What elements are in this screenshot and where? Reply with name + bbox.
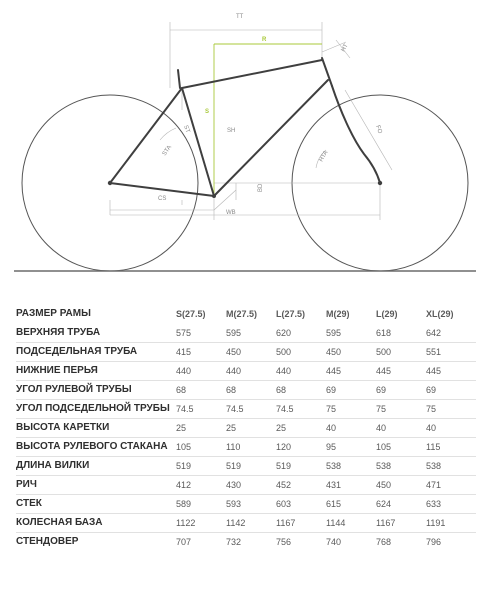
row-value: 500 (276, 347, 292, 357)
row-label: КОЛЕСНАЯ БАЗА (16, 517, 103, 528)
row-value: 68 (176, 385, 187, 395)
row-value: 69 (326, 385, 337, 395)
row-label: ВЕРХНЯЯ ТРУБА (16, 327, 101, 338)
row-value: 69 (426, 385, 437, 395)
row-value: 110 (226, 442, 241, 452)
row-value: 538 (426, 461, 442, 471)
table-row (16, 495, 476, 514)
row-value: 40 (326, 423, 337, 433)
row-value: 412 (176, 480, 192, 490)
table-row (16, 533, 476, 552)
row-label: СТЕК (16, 498, 42, 509)
row-value: 500 (376, 347, 392, 357)
label-hta: HTA (318, 149, 330, 163)
row-value: 68 (276, 385, 287, 395)
row-value: 40 (426, 423, 437, 433)
header-size: L(29) (376, 309, 398, 319)
header-label: РАЗМЕР РАМЫ (16, 308, 91, 319)
row-value: 430 (226, 480, 242, 490)
row-value: 105 (176, 442, 192, 452)
row-value: 1122 (176, 518, 196, 528)
row-value: 431 (326, 480, 342, 490)
label-s: S (205, 109, 210, 115)
row-value: 593 (226, 499, 242, 509)
row-value: 551 (426, 347, 442, 357)
table-row (16, 362, 476, 381)
row-value: 633 (426, 499, 442, 509)
label-sta: STA (161, 144, 174, 158)
row-value: 595 (326, 328, 342, 338)
row-value: 415 (176, 347, 192, 357)
row-value: 1167 (276, 518, 296, 528)
table-row (16, 400, 476, 419)
row-value: 642 (426, 328, 442, 338)
row-value: 450 (376, 480, 392, 490)
row-value: 603 (276, 499, 292, 509)
header-size: M(29) (326, 309, 350, 319)
table-row (16, 324, 476, 343)
row-value: 74.5 (226, 404, 244, 414)
bottom-bracket (212, 194, 216, 198)
row-value: 440 (226, 366, 242, 376)
table-row (16, 438, 476, 457)
row-value: 756 (276, 537, 292, 547)
row-value: 40 (376, 423, 387, 433)
row-value: 707 (176, 537, 192, 547)
row-value: 538 (376, 461, 392, 471)
row-label: СТЕНДОВЕР (16, 536, 79, 547)
table-row (16, 419, 476, 438)
row-value: 620 (276, 328, 292, 338)
table-header-row (16, 302, 476, 324)
row-value: 445 (326, 366, 342, 376)
row-value: 796 (426, 537, 442, 547)
bike-frame (110, 58, 380, 196)
row-value: 732 (226, 537, 242, 547)
row-value: 471 (426, 480, 442, 490)
row-label: ПОДСЕДЕЛЬНАЯ ТРУБА (16, 346, 138, 357)
geometry-table (16, 302, 476, 551)
row-value: 74.5 (276, 404, 294, 414)
row-value: 105 (376, 442, 392, 452)
front-axle (378, 181, 382, 185)
row-label: НИЖНИЕ ПЕРЬЯ (16, 365, 98, 376)
row-value: 1191 (426, 518, 446, 528)
row-label: РИЧ (16, 479, 37, 490)
table-row (16, 381, 476, 400)
row-value: 519 (226, 461, 242, 471)
row-value: 445 (376, 366, 392, 376)
table-row (16, 457, 476, 476)
row-value: 452 (276, 480, 292, 490)
row-value: 450 (326, 347, 342, 357)
row-value: 575 (176, 328, 192, 338)
bike-geometry-diagram (0, 0, 480, 290)
row-value: 25 (226, 423, 237, 433)
row-value: 74.5 (176, 404, 194, 414)
label-cs: CS (158, 196, 167, 202)
label-r: R (262, 37, 267, 43)
row-value: 75 (376, 404, 387, 414)
row-value: 1167 (376, 518, 396, 528)
row-value: 1144 (326, 518, 346, 528)
row-value: 618 (376, 328, 392, 338)
table-row (16, 476, 476, 495)
row-value: 589 (176, 499, 192, 509)
row-value: 95 (326, 442, 337, 452)
row-label: ДЛИНА ВИЛКИ (16, 460, 90, 471)
header-size: XL(29) (426, 309, 454, 319)
row-value: 25 (276, 423, 287, 433)
row-value: 75 (326, 404, 337, 414)
row-label: ВЫСОТА КАРЕТКИ (16, 422, 110, 433)
row-value: 25 (176, 423, 187, 433)
table-row (16, 514, 476, 533)
row-value: 1142 (226, 518, 246, 528)
label-st: ST (182, 124, 191, 134)
header-size: S(27.5) (176, 309, 206, 319)
row-label: ВЫСОТА РУЛЕВОГО СТАКАНА (16, 441, 168, 452)
row-value: 440 (176, 366, 192, 376)
row-value: 68 (226, 385, 237, 395)
row-value: 740 (326, 537, 342, 547)
label-fo: FO (374, 124, 383, 135)
row-value: 768 (376, 537, 392, 547)
row-value: 519 (276, 461, 292, 471)
header-size: L(27.5) (276, 309, 306, 319)
label-tt: TT (236, 14, 244, 20)
row-label: УГОЛ ПОДСЕДЕЛЬНОЙ ТРУБЫ (16, 403, 170, 414)
label-wb: WB (226, 210, 236, 216)
label-bd: BD (258, 183, 264, 192)
row-value: 440 (276, 366, 292, 376)
row-value: 75 (426, 404, 437, 414)
row-value: 538 (326, 461, 342, 471)
row-value: 450 (226, 347, 242, 357)
row-value: 115 (426, 442, 441, 452)
label-ht: HT (340, 43, 350, 53)
row-value: 615 (326, 499, 342, 509)
dimension-lines (110, 22, 392, 220)
header-size: M(27.5) (226, 309, 258, 319)
table-row (16, 343, 476, 362)
row-value: 624 (376, 499, 392, 509)
row-value: 69 (376, 385, 387, 395)
label-sh: SH (227, 128, 236, 134)
rear-axle (108, 181, 112, 185)
row-label: УГОЛ РУЛЕВОЙ ТРУБЫ (16, 384, 132, 395)
row-value: 445 (426, 366, 442, 376)
accent-dimension-lines (214, 44, 322, 196)
row-value: 120 (276, 442, 292, 452)
row-value: 519 (176, 461, 192, 471)
row-value: 595 (226, 328, 242, 338)
